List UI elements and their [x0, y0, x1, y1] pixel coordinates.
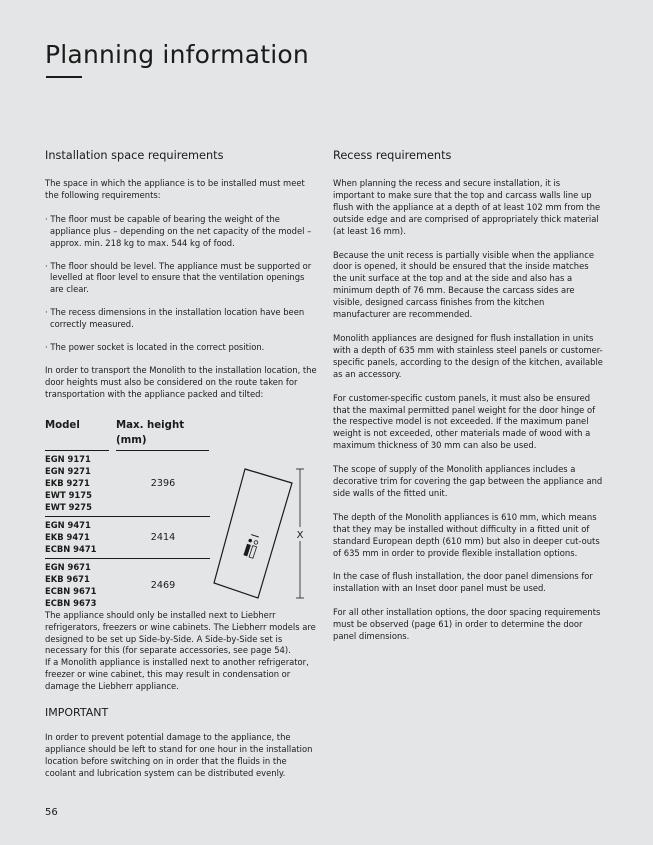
title-underline — [46, 76, 82, 78]
model-cell: EWT 9175 — [45, 490, 92, 500]
table-row — [45, 451, 210, 517]
bullet-recess-dimensions: · The recess dimensions in the installation location have been correctly measured. — [45, 307, 305, 330]
important-heading: IMPORTANT — [45, 705, 109, 719]
model-cell: ECBN 9671 — [45, 586, 97, 596]
side-by-side-paragraph: The appliance should only be installed next to Liebherr refrigerators, freezers or wine cabinets. The Liebherr models are designed to be set up Side-by-Side. A Side-by-Side set is necessary for this (for separate accessories, see page 54). — [45, 610, 316, 656]
model-cell: EGN 9171 — [45, 454, 91, 464]
model-cell: ECBN 9471 — [45, 544, 97, 554]
recess-paragraph: Monolith appliances are designed for flush installation in units with a depth of 635 mm with stainless steel panels or customer-specific panels, according to the design of the kitchen, available as an accessory. — [333, 332, 603, 379]
recess-paragraph: The scope of supply of the Monolith appliances includes a decorative trim for covering the gap between the appliance and side walls of the fitted unit. — [333, 464, 603, 498]
transport-paragraph: In order to transport the Monolith to the installation location, the door heights must also be considered on the route taken for transportation with the appliance packed and tilted: — [45, 364, 317, 399]
table-header — [45, 418, 210, 451]
appliance-top-edge — [245, 469, 292, 483]
height-table — [45, 418, 210, 612]
model-list — [45, 453, 116, 513]
page-title: Planning information — [45, 40, 309, 69]
bullet-power-socket: · The power socket is located in the correct position. — [45, 342, 265, 353]
model-cell: EWT 9275 — [45, 502, 92, 512]
condensation-paragraph: If a Monolith appliance is installed next to another refrigerator, freezer or wine cabinet, this may result in condensation or damage the Liebherr appliance. — [45, 657, 309, 691]
recess-paragraph: When planning the recess and secure installation, it is important to make sure that the top and carcass walls line up flush with the appliance at a depth of at least 102 mm from the outside edge and are comprised of appropriately thick material (at least 16 mm). — [333, 178, 601, 236]
intro-paragraph: The space in which the appliance is to be installed must meet the following requirements: — [45, 178, 305, 200]
dimension-label: X — [296, 530, 304, 541]
recess-paragraph: In the case of flush installation, the door panel dimensions for installation with an Inset door panel must be used. — [333, 571, 593, 594]
header-model: Model — [45, 418, 109, 451]
left-column — [45, 148, 317, 413]
model-cell: EGN 9671 — [45, 562, 91, 572]
recess-paragraph: The depth of the Monolith appliances is 610 mm, which means that they may be installed without difficulty in a fitted unit of standard European depth (610 mm) but also in deeper cut-outs of 635 mm in order to provide flexible installation options. — [333, 511, 600, 558]
model-cell: EGN 9471 — [45, 520, 91, 530]
important-paragraph: In order to prevent potential damage to the appliance, the appliance should be left to stand for one hour in the installation location before switching on in order that the fluids in the coolant and lubrication system can be distributed evenly. — [45, 732, 313, 778]
tilted-appliance-diagram — [210, 465, 310, 600]
recess-paragraph: Because the unit recess is partially visible when the appliance door is opened, it should be ensured that the inside matches the unit surface at the top and at the side and also has a minimum depth of 76 mm. Because the carcass sides are visible, designed carcass finishes from the kitchen manufacturer are recommended. — [333, 249, 594, 320]
model-cell: EKB 9671 — [45, 574, 90, 584]
installation-heading: Installation space requirements — [45, 149, 224, 162]
height-cell: 2469 — [150, 579, 176, 591]
model-cell: EGN 9271 — [45, 466, 91, 476]
recess-paragraph: For all other installation options, the door spacing requirements must be observed (page 61) in order to determine the door panel dimensions. — [333, 607, 601, 642]
table-row — [45, 559, 210, 612]
header-max-height: Max. height (mm) — [116, 418, 209, 451]
model-cell: EKB 9271 — [45, 478, 90, 488]
model-list — [45, 519, 116, 555]
appliance-outline — [214, 469, 292, 598]
left-lower-section — [45, 610, 317, 780]
right-column — [333, 148, 603, 655]
height-cell: 2396 — [150, 477, 176, 489]
appliance-logo-icon — [243, 534, 259, 558]
bullet-floor-capacity: · The floor must be capable of bearing the weight of the appliance plus – depending on the net capacity of the model – approx. min. 218 kg to max. 544 kg of food. — [45, 213, 312, 248]
recess-heading: Recess requirements — [333, 149, 452, 162]
recess-paragraph: For customer-specific custom panels, it must also be ensured that the maximal permitted panel weight for the door hinge of the respective model is not exceeded. If the maximum panel weight is not exceeded, other materials made of wood with a maximum thickness of 30 mm can also be used. — [333, 392, 596, 451]
table-row — [45, 517, 210, 559]
page-number: 56 — [45, 807, 58, 818]
model-cell: EKB 9471 — [45, 532, 90, 542]
model-cell: ECBN 9673 — [45, 598, 97, 608]
height-cell: 2414 — [150, 531, 176, 543]
bullet-floor-level: · The floor should be level. The appliance must be supported or levelled at floor level to ensure that the ventilation openings are clear. — [45, 260, 312, 295]
model-list — [45, 561, 116, 609]
